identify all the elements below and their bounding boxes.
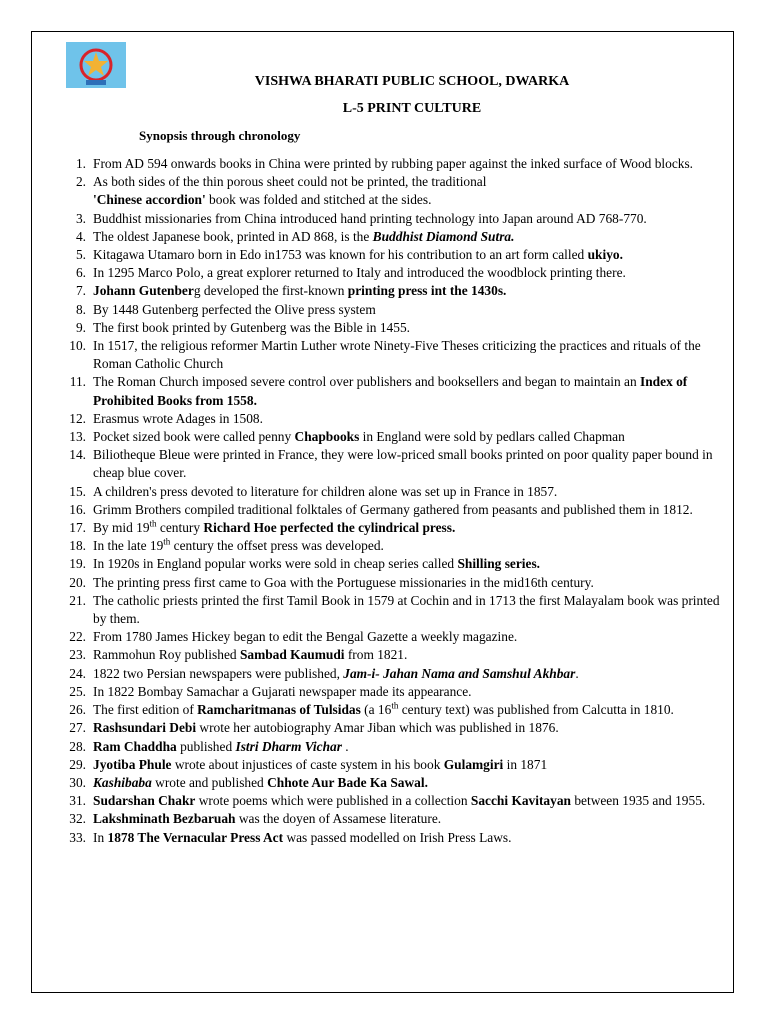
item-text-part: The first book printed by Gutenberg was the Bible in 1455. — [93, 319, 410, 335]
item-text-part: Sudarshan Chakr — [93, 793, 196, 809]
item-text — [93, 684, 472, 699]
list-item — [60, 537, 720, 555]
item-number: 4. — [75, 228, 86, 244]
list-item — [60, 301, 720, 319]
item-text-part: wrote poems which were published in a collection — [195, 793, 471, 809]
list-item — [60, 428, 720, 446]
item-text — [93, 338, 701, 371]
item-number: 14. — [69, 447, 86, 463]
item-text — [93, 429, 625, 444]
item-text-part: By 1448 Gutenberg perfected the Olive press system — [93, 301, 376, 317]
item-text — [93, 538, 384, 553]
item-text-part: Chhote Aur Bade Ka Sawal. — [267, 774, 428, 790]
item-text-part: from 1821. — [344, 647, 408, 663]
item-text-part: th — [163, 536, 171, 547]
item-text-part: th — [391, 700, 399, 711]
item-text — [93, 575, 594, 590]
list-item — [60, 792, 720, 810]
item-text-part: Buddhist missionaries from China introduced hand printing technology into Japan around AD 768-770. — [93, 210, 647, 226]
item-text — [93, 720, 559, 735]
synopsis-heading: Synopsis through chronology — [139, 128, 301, 143]
item-text-part: Ram Chaddha — [93, 738, 177, 754]
item-number: 33. — [69, 829, 86, 845]
list-item — [60, 574, 720, 592]
item-text — [93, 775, 428, 790]
item-text-part: Sambad Kaumudi — [239, 647, 345, 663]
item-text-part: century — [156, 520, 204, 536]
item-text-part: Kitagawa Utamaro born in Edo in1753 was known for his contribution to an art form called — [93, 247, 588, 263]
list-item — [60, 501, 720, 519]
item-text-part: ukiyo. — [587, 247, 623, 263]
item-text-part: (a 16 — [360, 702, 392, 718]
list-item — [60, 829, 720, 847]
item-number: 22. — [69, 629, 86, 645]
item-number: 2. — [75, 174, 86, 190]
item-text-part: 1822 two Persian newspapers were published, — [93, 665, 344, 681]
list-item — [60, 701, 720, 719]
item-number: 17. — [69, 520, 86, 536]
item-text-part: wrote about injustices of caste system in his book — [171, 756, 444, 772]
list-item — [60, 738, 720, 756]
item-text-part: Biliotheque Bleue were printed in France, they were low-priced small books printed on poor quality paper bound in cheap blue cover. — [93, 447, 713, 481]
item-number: 13. — [69, 429, 86, 445]
list-item — [60, 519, 720, 537]
item-text-part: Buddhist Diamond Sutra. — [372, 228, 515, 244]
list-item — [60, 410, 720, 428]
item-text — [93, 811, 441, 826]
chronology-list — [60, 155, 720, 847]
item-text-part: Erasmus wrote Adages in 1508. — [93, 410, 263, 426]
item-text-part: Rammohun Roy published — [93, 647, 240, 663]
item-text-part: As both sides of the thin porous sheet could not be printed, the traditional — [93, 174, 487, 190]
item-text-part: In 1295 Marco Polo, a great explorer returned to Italy and introduced the woodblock printing there. — [93, 265, 626, 281]
item-text-part: Pocket sized book were called penny — [93, 429, 295, 445]
list-item — [60, 774, 720, 792]
item-text — [93, 174, 486, 207]
item-text-part: in England were sold by pedlars called Chapman — [359, 429, 625, 445]
item-text — [93, 702, 674, 717]
list-item — [60, 228, 720, 246]
item-text-part: From AD 594 onwards books in China were printed by rubbing paper against the inked surface of Wood blocks. — [93, 156, 694, 171]
item-text-part: Gulamgiri — [443, 756, 504, 772]
item-number: 19. — [69, 556, 86, 572]
item-text — [93, 320, 410, 335]
lesson-title: L-5 PRINT CULTURE — [342, 101, 482, 116]
item-number: 6. — [75, 265, 86, 281]
item-text-part: Rashsundari Debi — [93, 720, 197, 736]
item-text-part: A children's press devoted to literature for children alone was set up in France in 1857. — [93, 483, 558, 499]
item-text-part: The printing press first came to Goa with the Portuguese missionaries in the mid16th century. — [93, 574, 594, 590]
list-item — [60, 756, 720, 774]
item-text — [93, 156, 693, 171]
item-text-part: Sacchi Kavitayan — [470, 793, 571, 809]
item-text-part: In — [93, 829, 108, 845]
item-number: 10. — [69, 338, 86, 354]
item-text — [93, 411, 263, 426]
item-number: 29. — [69, 756, 86, 772]
item-text-part: In the late 19 — [93, 538, 164, 554]
item-text — [93, 793, 705, 808]
list-item — [60, 282, 720, 300]
item-text-part: Chapbooks — [294, 429, 360, 445]
list-item — [60, 246, 720, 264]
item-text-part: Kashibaba — [93, 774, 152, 790]
list-item — [60, 592, 720, 628]
item-text — [93, 556, 540, 571]
item-text-part: century text) was published from Calcutta in 1810. — [398, 702, 674, 718]
item-number: 9. — [75, 319, 86, 335]
item-number: 5. — [75, 247, 86, 263]
item-text-part: In 1517, the religious reformer Martin Luther wrote Ninety-Five Theses criticizing the practices and rituals of the Roman Catholic Church — [93, 338, 701, 372]
item-text-part: Jam-i- Jahan Nama and Samshul Akhbar — [343, 665, 576, 681]
item-text-part: between 1935 and 1955. — [570, 793, 706, 809]
item-text — [93, 247, 623, 262]
item-text — [93, 830, 511, 845]
list-item — [60, 646, 720, 664]
item-text-part: Johann Gutenber — [93, 283, 194, 299]
item-text — [93, 484, 557, 499]
list-item — [60, 719, 720, 737]
list-item — [60, 555, 720, 573]
item-number: 15. — [69, 483, 86, 499]
item-text — [93, 666, 579, 681]
item-text-part: Istri Dharm Vichar — [235, 738, 342, 754]
item-number: 26. — [69, 702, 86, 718]
item-text-part: The first edition of — [93, 702, 198, 718]
list-item — [60, 483, 720, 501]
item-text-part: was the doyen of Assamese literature. — [235, 811, 442, 827]
list-item — [60, 173, 720, 209]
item-text-part: published — [176, 738, 236, 754]
item-text — [93, 265, 626, 280]
item-number: 8. — [75, 301, 86, 317]
item-text — [93, 520, 455, 535]
item-text-part: 'Chinese accordion' — [93, 192, 206, 208]
item-text-part: The Roman Church imposed severe control over publishers and booksellers and began to maintain an — [93, 374, 641, 390]
item-text — [93, 374, 687, 407]
item-text-part: Richard Hoe perfected the cylindrical press. — [203, 520, 456, 536]
item-text-part: Grimm Brothers compiled traditional folktales of Germany gathered from peasants and published them in 1812. — [93, 501, 693, 517]
item-text — [93, 739, 349, 754]
item-text-part: The catholic priests printed the first Tamil Book in 1579 at Cochin and in 1713 the first Malayalam book was printed by them. — [93, 592, 720, 627]
item-text — [93, 302, 376, 317]
item-text-part: book was folded and stitched at the sides. — [205, 192, 432, 208]
item-text — [93, 502, 693, 517]
item-number: 23. — [69, 647, 86, 663]
list-item — [60, 264, 720, 282]
item-text — [93, 447, 713, 480]
item-text-part: wrote her autobiography Amar Jiban which was published in 1876. — [196, 720, 559, 736]
item-text — [93, 283, 506, 298]
item-text — [93, 629, 517, 644]
item-number: 18. — [69, 538, 86, 554]
list-item — [60, 210, 720, 228]
item-text-part: wrote and published — [151, 774, 268, 790]
school-name: VISHWA BHARATI PUBLIC SCHOOL, DWARKA — [254, 74, 570, 89]
list-item — [60, 446, 720, 482]
item-number: 3. — [75, 210, 86, 226]
item-text-part: 1878 The Vernacular Press Act — [107, 829, 284, 845]
item-text-part: The oldest Japanese book, printed in AD 868, is the — [93, 228, 373, 244]
item-number: 7. — [75, 283, 86, 299]
list-item — [60, 665, 720, 683]
item-text-part: Lakshminath Bezbaruah — [93, 811, 236, 827]
item-number: 12. — [69, 410, 86, 426]
item-number: 25. — [69, 683, 86, 699]
item-text-part: . — [341, 738, 349, 754]
item-number: 32. — [69, 811, 86, 827]
item-text-part: in 1871 — [503, 756, 548, 772]
item-text — [93, 229, 514, 244]
item-text-part: In 1822 Bombay Samachar a Gujarati newspaper made its appearance. — [93, 683, 472, 699]
item-text-part: Shilling series. — [457, 556, 541, 572]
item-text-part: Jyotiba Phule — [93, 756, 172, 772]
list-item — [60, 337, 720, 373]
item-text-part: In 1920s in England popular works were sold in cheap series called — [93, 556, 458, 572]
item-text-part: From 1780 James Hickey began to edit the Bengal Gazette a weekly magazine. — [93, 629, 518, 645]
item-number: 16. — [69, 501, 86, 517]
item-text-part: Index of Prohibited Books from 1558. — [93, 374, 688, 408]
list-item — [60, 155, 720, 173]
item-number: 21. — [69, 592, 86, 608]
list-item — [60, 810, 720, 828]
item-text-part: By mid 19 — [93, 520, 150, 536]
item-text-part: th — [149, 518, 157, 529]
item-text-part: g developed the first-known — [193, 283, 348, 299]
item-number: 30. — [69, 774, 86, 790]
item-text — [93, 757, 547, 772]
item-number: 11. — [69, 374, 86, 390]
item-text — [93, 593, 720, 626]
list-item — [60, 319, 720, 337]
item-text-part: Ramcharitmanas of Tulsidas — [197, 702, 361, 718]
item-number: 1. — [75, 156, 86, 171]
item-text — [93, 211, 647, 226]
item-text-part: . — [575, 665, 579, 681]
item-number: 20. — [69, 574, 86, 590]
item-number: 28. — [69, 738, 86, 754]
item-text-part: was passed modelled on Irish Press Laws. — [283, 829, 512, 845]
item-number: 31. — [69, 793, 86, 809]
item-text — [93, 647, 407, 662]
item-number: 27. — [69, 720, 86, 736]
list-item — [60, 628, 720, 646]
item-text-part: printing press int the 1430s. — [347, 283, 507, 299]
list-item — [60, 373, 720, 409]
item-text-part: century the offset press was developed. — [170, 538, 384, 554]
list-item — [60, 683, 720, 701]
item-number: 24. — [69, 665, 86, 681]
